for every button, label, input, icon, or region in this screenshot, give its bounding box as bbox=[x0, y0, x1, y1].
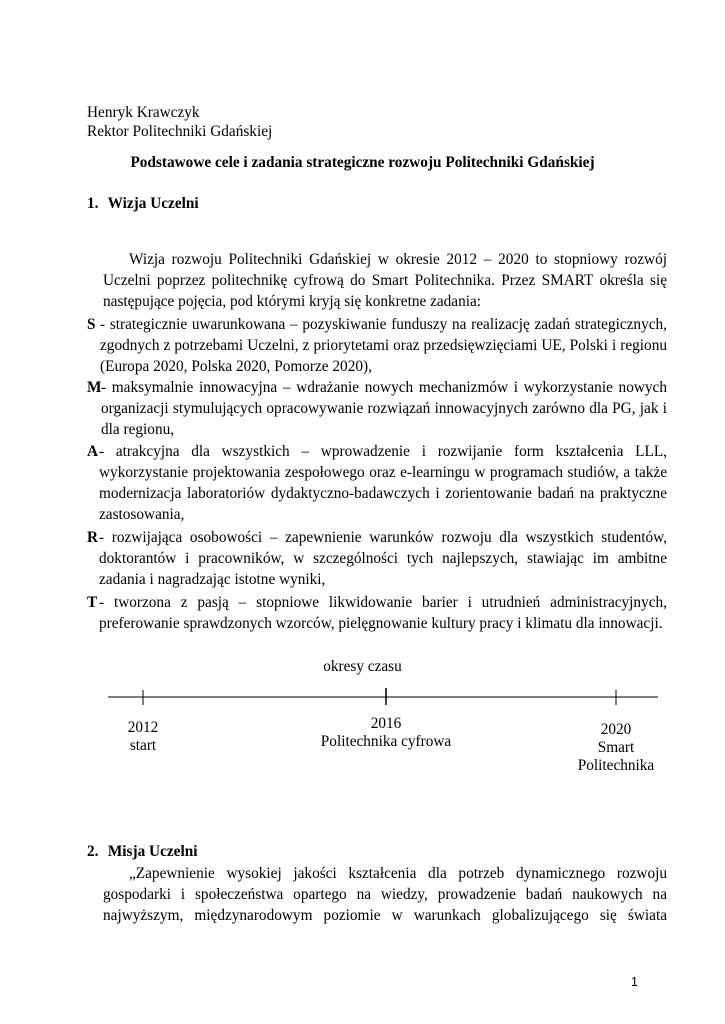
author-name: Henryk Krawczyk bbox=[87, 104, 200, 121]
timeline-point-2020 bbox=[570, 721, 662, 775]
author-role: Rektor Politechniki Gdańskiej bbox=[87, 123, 273, 140]
section-2-title: Misja Uczelni bbox=[107, 843, 198, 860]
timeline-caption: okresy czasu bbox=[323, 658, 402, 675]
vision-intro-text: Wizja rozwoju Politechniki Gdańskiej w okresie 2012 – 2020 to stopniowy rozwój Uczelni poprzez politechnikę cyfrową do Smart Politechnika. Przez SMART określa się następujące pojęcia, pod którymi kryją się konkretne zadania: bbox=[103, 251, 667, 310]
timeline-point-2012 bbox=[103, 719, 183, 755]
timeline-label: Politechnika cyfrowa bbox=[320, 733, 452, 750]
smart-item-text: - atrakcyjna dla wszystkich – wprowadzenie i rozwijanie form kształcenia LLL, wykorzystanie projektowania zespołowego oraz e-learningu w programach studiów, a także modernizacja laboratoriów dydaktyczno-badawczych i zorientowanie badań na praktyczne zastosowania, bbox=[99, 443, 667, 523]
smart-letter: S bbox=[87, 316, 96, 333]
smart-letter: T bbox=[87, 594, 98, 611]
mission-text: „Zapewnienie wysokiej jakości kształcenia dla potrzeb dynamicznego rozwoju gospodarki i społeczeństwa opartego na wiedzy, prowadzenie badań naukowych na najwyższym, międzynarodowym poziomie w warunkach globalizującego się świata bbox=[103, 865, 667, 924]
section-2-number: 2. bbox=[87, 843, 99, 860]
section-1-title: Wizja Uczelni bbox=[107, 195, 199, 212]
timeline-label: start bbox=[129, 737, 157, 754]
section-2-heading bbox=[87, 841, 197, 862]
document-title: Podstawowe cele i zadania strategiczne rozwoju Politechniki Gdańskiej bbox=[130, 154, 595, 171]
section-1-number: 1. bbox=[87, 195, 99, 212]
timeline-year: 2020 bbox=[600, 721, 632, 738]
smart-letter: A bbox=[87, 443, 99, 460]
smart-item-text: - strategicznie uwarunkowana – pozyskiwanie funduszy na realizację zadań strategicznych, zgodnych z potrzebami Uczelni, z priorytetami oraz przedsięwzięciami UE, Polski i regionu (Europa 2020, Polska 2020, Pomorze 2020), bbox=[100, 316, 667, 375]
smart-item-text: - maksymalnie innowacyjna – wdrażanie nowych mechanizmów i wykorzystanie nowych organizacji stymulujących opracowywanie rozwiązań innowacyjnych zarówno dla PG, jak i dla regionu, bbox=[101, 379, 667, 438]
timeline-label: Smart Politechnika bbox=[577, 739, 655, 774]
smart-item-text: - rozwijająca osobowości – zapewnienie warunków rozwoju dla wszystkich studentów, doktorantów i pracowników, w szczególności tych najlepszych, stawiając im ambitne zadania i nagradzając istotne wyniki, bbox=[99, 529, 667, 588]
smart-letter: M bbox=[87, 379, 102, 396]
timeline-year: 2016 bbox=[370, 715, 402, 732]
smart-item-text: - tworzona z pasją – stopniowe likwidowanie barier i utrudnień administracyjnych, preferowanie sprawdzonych wzorców, pielęgnowanie kultury pracy i klimatu dla innowacji. bbox=[99, 594, 667, 632]
smart-letter: R bbox=[87, 529, 99, 546]
timeline-point-2016 bbox=[306, 715, 466, 751]
mission-block bbox=[103, 863, 667, 926]
page-number: 1 bbox=[631, 975, 638, 989]
timeline-year: 2012 bbox=[127, 719, 159, 736]
